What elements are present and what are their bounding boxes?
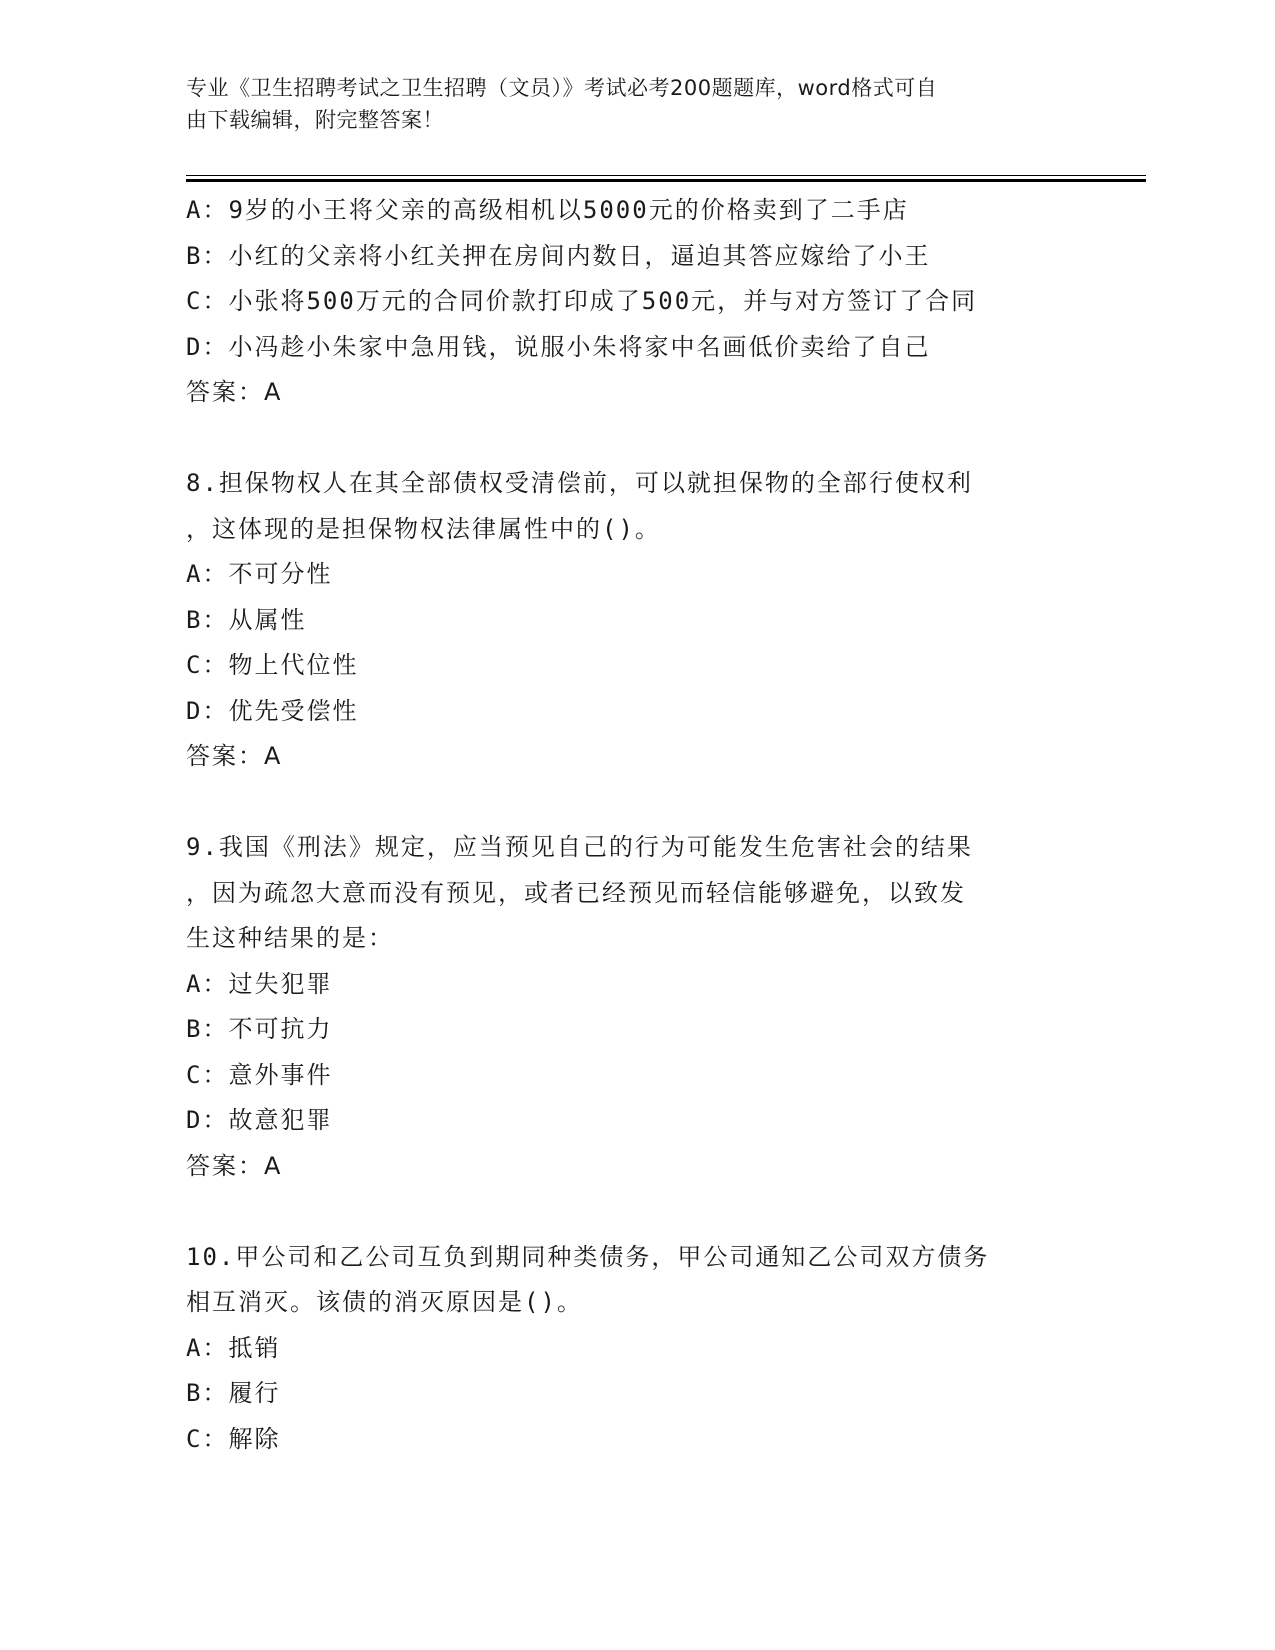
question-7 bbox=[186, 188, 1086, 416]
q9-option-d: D：故意犯罪 bbox=[186, 1106, 333, 1134]
q9-stem-line-3: 生这种结果的是： bbox=[186, 924, 394, 952]
q8-option-c: C：物上代位性 bbox=[186, 651, 359, 679]
question-content bbox=[186, 188, 1086, 1462]
spacer bbox=[186, 780, 1086, 826]
q9-stem-line-1: 9.我国《刑法》规定，应当预见自己的行为可能发生危害社会的结果 bbox=[186, 833, 973, 861]
header-line-1: 专业《卫生招聘考试之卫生招聘（文员）》考试必考200题题库，word格式可自 bbox=[186, 76, 938, 100]
question-8 bbox=[186, 461, 1086, 780]
q10-option-b: B：履行 bbox=[186, 1379, 281, 1407]
spacer bbox=[186, 416, 1086, 462]
q10-stem-line-1: 10.甲公司和乙公司互负到期同种类债务，甲公司通知乙公司双方债务 bbox=[186, 1242, 990, 1271]
q8-option-d: D：优先受偿性 bbox=[186, 696, 359, 725]
question-10 bbox=[186, 1235, 1086, 1463]
q10-option-a: A：抵销 bbox=[186, 1333, 281, 1362]
q7-option-d: D：小冯趁小朱家中急用钱，说服小朱将家中名画低价卖给了自己 bbox=[186, 332, 931, 361]
q9-answer: 答案：A bbox=[186, 1151, 283, 1180]
q7-option-b: B：小红的父亲将小红关押在房间内数日，逼迫其答应嫁给了小王 bbox=[186, 241, 931, 270]
q9-option-a: A：过失犯罪 bbox=[186, 969, 333, 998]
spacer bbox=[186, 1189, 1086, 1235]
q9-stem-line-2: ，因为疏忽大意而没有预见，或者已经预见而轻信能够避免，以致发 bbox=[186, 878, 966, 907]
q9-option-c: C：意外事件 bbox=[186, 1060, 333, 1089]
q8-option-a: A：不可分性 bbox=[186, 560, 333, 588]
q9-option-b: B：不可抗力 bbox=[186, 1015, 333, 1043]
q10-stem-line-2: 相互消灭。该债的消灭原因是()。 bbox=[186, 1288, 583, 1316]
q7-option-a: A：9岁的小王将父亲的高级相机以5000元的价格卖到了二手店 bbox=[186, 196, 909, 224]
q8-stem-line-1: 8.担保物权人在其全部债权受清偿前，可以就担保物的全部行使权利 bbox=[186, 469, 973, 497]
q8-answer: 答案：A bbox=[186, 742, 283, 770]
q10-option-c: C：解除 bbox=[186, 1424, 281, 1453]
q8-option-b: B：从属性 bbox=[186, 605, 307, 634]
question-9 bbox=[186, 825, 1086, 1189]
document-header bbox=[186, 72, 1066, 136]
header-rule-thick bbox=[186, 179, 1146, 182]
header-rule-thin bbox=[186, 175, 1146, 176]
q7-option-c: C：小张将500万元的合同价款打印成了500元，并与对方签订了合同 bbox=[186, 287, 978, 315]
q7-answer: 答案：A bbox=[186, 378, 283, 406]
header-line-2: 由下载编辑，附完整答案！ bbox=[186, 108, 444, 132]
q8-stem-line-2: ，这体现的是担保物权法律属性中的()。 bbox=[186, 514, 661, 543]
